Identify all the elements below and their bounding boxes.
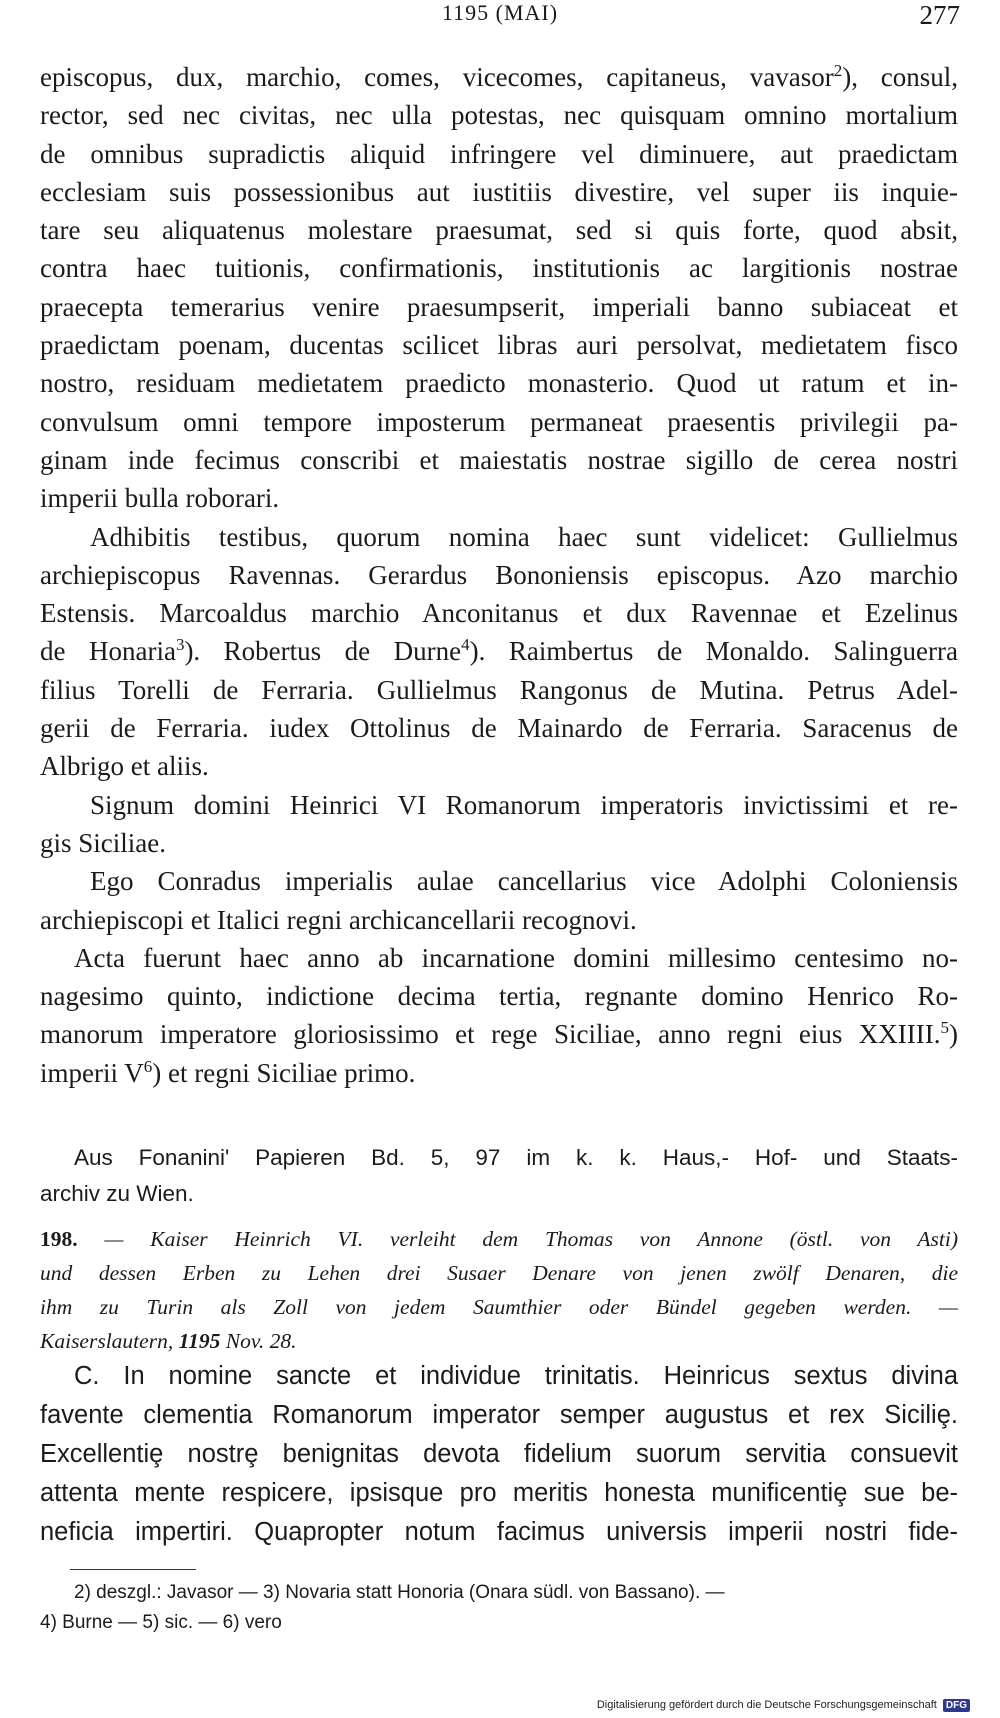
- text-line: Signum domini Heinrici VI Romanorum imperatoris invictissimi et re-: [90, 789, 958, 820]
- footnote-ref: 3: [175, 635, 185, 655]
- text-line: nagesimo quinto, indictione decima tertia, regnante domino Henrico Ro-: [40, 981, 958, 1012]
- dfg-logo-icon: DFG: [943, 1699, 970, 1712]
- document-date: Nov. 28.: [225, 1329, 297, 1353]
- text-line: favente clementia Romanorum imperator semper augustus et rex Siciliȩ.: [40, 1401, 958, 1429]
- digitization-credit: [597, 1699, 970, 1712]
- text-line: Adhibitis testibus, quorum nomina haec sunt videlicet: Gullielmus: [90, 521, 958, 552]
- text-line: convulsum omni tempore imposterum permaneat praesentis privilegii pa-: [40, 406, 958, 437]
- source-note: [40, 1140, 958, 1212]
- text-line: attenta mente respicere, ipsisque pro meritis honesta munificentiȩ sue be-: [40, 1479, 958, 1507]
- document-number: 198.: [40, 1227, 78, 1251]
- footnote-ref: 5: [940, 1018, 949, 1038]
- document-year: 1195: [178, 1329, 221, 1353]
- document-place: Kaiserslautern,: [40, 1329, 174, 1353]
- footnote-line: 4) Burne — 5) sic. — 6) vero: [40, 1612, 282, 1633]
- text-line: episcopus, dux, marchio, comes, vicecomes, capitaneus, vavasor$^2$), consul,: [40, 61, 959, 92]
- text-line: gerii de Ferraria. iudex Ottolinus de Mainardo de Ferraria. Saracenus de: [40, 713, 958, 744]
- text-line: neficia impertiri. Quapropter notum facimus universis imperii nostri fide-: [40, 1518, 958, 1546]
- text-line: ginam inde fecimus conscribi et maiestatis nostrae sigillo de cerea nostri: [40, 444, 958, 475]
- document-summary: [40, 1222, 958, 1358]
- text-line: ecclesiam suis possessionibus aut iustitiis divestire, vel super iis inquie-: [40, 176, 958, 207]
- footnote-ref: 2: [833, 61, 843, 80]
- running-head: [40, 0, 960, 34]
- footnote-ref: 6: [143, 1056, 153, 1076]
- text-line: tare seu aliquatenus molestare praesumat, sed si quis forte, quod absit,: [40, 215, 958, 246]
- text-line: Ego Conradus imperialis aulae cancellarius vice Adolphi Coloniensis: [90, 866, 958, 897]
- footnote-line: 2) deszgl.: Javasor — 3) Novaria statt Honoria (Onara südl. von Bassano). —: [74, 1582, 725, 1603]
- summary-line: und dessen Erben zu Lehen drei Susaer Denare von jenen zwölf Denaren, die: [40, 1261, 958, 1285]
- text-line: rector, sed nec civitas, nec ulla potestas, nec quisquam omnino mortalium: [40, 100, 958, 131]
- text-line: nostro, residuam medietatem praedicto monasterio. Quod ut ratum et in-: [40, 368, 958, 399]
- text-line: gis Siciliae.: [40, 827, 166, 858]
- source-line: archiv zu Wien.: [40, 1181, 194, 1206]
- main-text: [40, 58, 958, 1092]
- text-line: de Honaria$^3$). Robertus de Durne$^4$). Raimbertus de Monaldo. Salinguerra: [40, 635, 958, 667]
- text-line: Excellentiȩ nostrȩ benignitas devota fidelium suorum servitia consuevit: [40, 1440, 958, 1468]
- text-line: imperii bulla roborari.: [40, 483, 280, 514]
- text-line: archiepiscopus Ravennas. Gerardus Bononiensis episcopus. Azo marchio: [40, 559, 958, 590]
- charter-text: [40, 1357, 958, 1552]
- footnote-ref: 4: [461, 635, 470, 655]
- text-line: contra haec tuitionis, confirmationis, institutionis ac largitionis nostrae: [40, 253, 958, 284]
- footnotes: [40, 1578, 958, 1638]
- text-line: manorum imperatore gloriosissimo et rege Siciliae, anno regni eius XXIIII.$^5$): [40, 1018, 958, 1050]
- text-line: imperii $V^6$) et regni Siciliae primo.: [40, 1056, 416, 1088]
- summary-line: [40, 1324, 958, 1358]
- summary-line: ihm zu Turin als Zoll von jedem Saumthier oder Bündel gegeben werden. —: [40, 1295, 958, 1319]
- text-line: C. In nomine sancte et individue trinitatis. Heinricus sextus divina: [74, 1362, 958, 1390]
- text-line: Albrigo et aliis.: [40, 751, 209, 782]
- text-line: Acta fuerunt haec anno ab incarnatione domini millesimo centesimo no-: [74, 942, 958, 973]
- text-line: Estensis. Marcoaldus marchio Anconitanus et dux Ravennae et Ezelinus: [40, 598, 958, 629]
- text-line: praecepta temerarius venire praesumpserit, imperiali banno subiaceat et: [40, 291, 958, 322]
- summary-line: 198. — Kaiser Heinrich VI. verleiht dem Thomas von Annone (östl. von Asti): [40, 1227, 959, 1251]
- text-line: filius Torelli de Ferraria. Gullielmus Rangonus de Mutina. Petrus Adel-: [40, 674, 958, 705]
- page-number: 277: [919, 0, 960, 30]
- source-line: Aus Fonanini' Papieren Bd. 5, 97 im k. k. Haus,- Hof- und Staats-: [74, 1145, 958, 1170]
- text-line: de omnibus supradictis aliquid infringere vel diminuere, aut praedictam: [40, 138, 958, 169]
- credit-text: Digitalisierung gefördert durch die Deutsche Forschungsgemeinschaft: [596, 1699, 937, 1711]
- text-line: archiepiscopi et Italici regni archicancellarii recognovi.: [40, 904, 637, 935]
- text-line: praedictam poenam, ducentas scilicet libras auri persolvat, medietatem fisco: [40, 330, 958, 361]
- footnote-divider: [70, 1569, 196, 1570]
- running-title: 1195 (MAI): [441, 0, 559, 25]
